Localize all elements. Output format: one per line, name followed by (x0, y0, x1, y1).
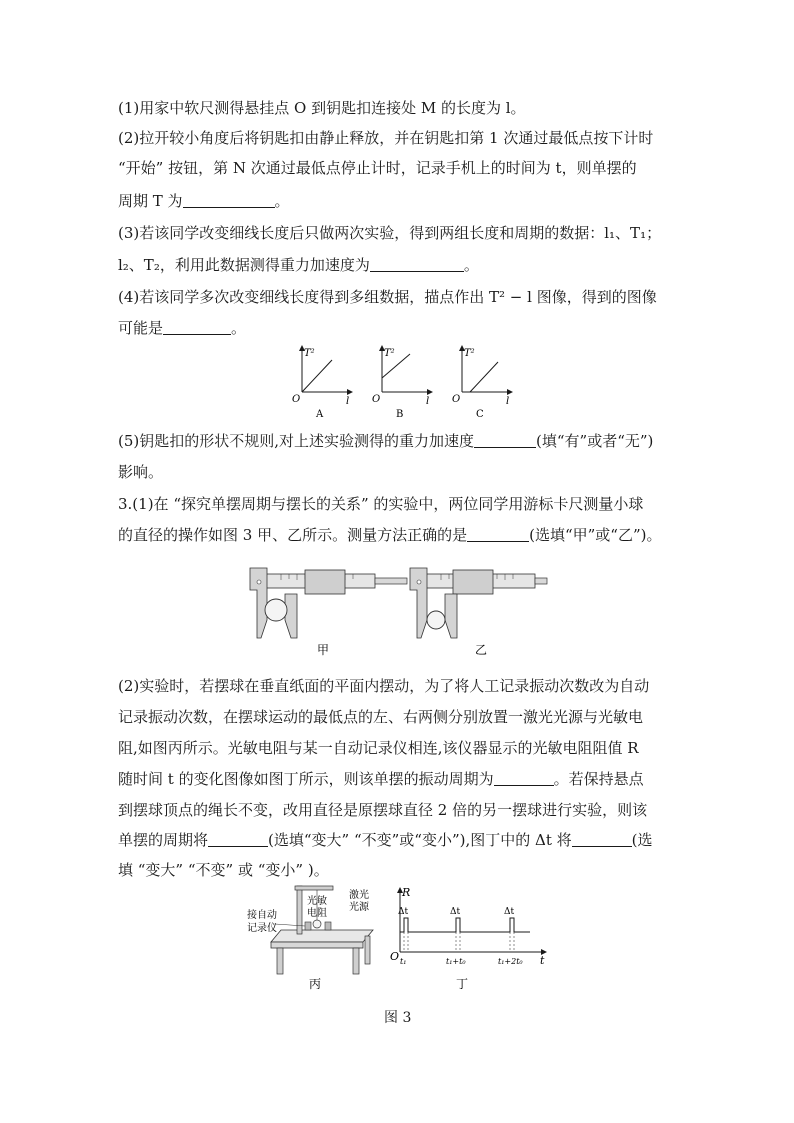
delta-t-label-2: Δt (450, 907, 461, 917)
q3-part1-line2: 的直径的操作如图 3 甲、乙所示。测量方法正确的是 (选填“甲”或“乙”)。 (118, 526, 662, 544)
tick-t1: t₁ (400, 957, 407, 966)
signal-origin: O (390, 950, 400, 963)
label-laser-1: 激光 (349, 890, 369, 901)
graph-c-caption: C (476, 409, 484, 420)
caption-bing: 丙 (309, 977, 322, 991)
graph-c-origin: O (452, 394, 461, 405)
graph-a (292, 348, 350, 420)
label-resistor-2: 电阻 (307, 908, 327, 919)
answer-blank-period-change[interactable] (208, 832, 268, 847)
label-resistor-1: 光敏 (307, 896, 327, 907)
q3-part2-line6: 单摆的周期将 (选填“变大” “不变”或“变小”),图丁中的 Δt 将 (选 (118, 831, 653, 849)
q3-part2-line2: 记录振动次数，在摆球运动的最低点的左、右两侧分别放置一激光光源与光敏电 (118, 708, 644, 726)
q3-part1-line1: 3.(1)在 “探究单摆周期与摆长的关系” 的实验中，两位同学用游标卡尺测量小球 (118, 495, 644, 513)
label-laser-2: 光源 (349, 902, 369, 913)
caliper-yi-vernier (453, 570, 493, 594)
graph-a-xlabel: l (346, 396, 350, 407)
delta-t-label-1: Δt (398, 907, 409, 917)
q2-part3-line1: (3)若该同学改变细线长度后只做两次实验，得到两组长度和周期的数据：l₁、T₁； (118, 224, 662, 242)
q3-part2-line4: 随时间 t 的变化图像如图丁所示，则该单摆的振动周期为 。若保持悬点 (118, 770, 644, 788)
graph-c (452, 348, 510, 420)
q2-part5-line1: (5)钥匙扣的形状不规则,对上述实验测得的重力加速度 (填“有”或者“无”) (118, 432, 654, 450)
laser-source (325, 922, 331, 930)
label-recorder-2: 记录仪 (247, 923, 277, 934)
answer-blank-shape-effect[interactable] (474, 433, 536, 448)
apparatus-figure (245, 884, 385, 994)
q2-part5-line2: 影响。 (118, 463, 164, 481)
q2-part2-line2: “开始” 按钮，第 N 次通过最低点停止计时，记录手机上的时间为 t，则单摆的 (118, 159, 637, 177)
graph-a-ylabel: T² (304, 348, 315, 359)
answer-blank-caliper[interactable] (467, 527, 529, 542)
graph-b-xlabel: l (426, 396, 430, 407)
t2-l-graphs (280, 342, 520, 422)
answer-blank-graph[interactable] (163, 320, 231, 335)
caliper-jia (250, 568, 407, 638)
q3-part2-line7: 填 “变大” “不变” 或 “变小” )。 (118, 861, 329, 879)
tick-t1-plus-t0: t₁+t₀ (446, 957, 466, 966)
q2-part2-text: 周期 T 为 (118, 192, 183, 210)
q3-part2-line1: (2)实验时，若摆球在垂直纸面的平面内摆动，为了将人工记录振动次数改为自动 (118, 677, 650, 695)
q2-part2-line3: 周期 T 为 。 (118, 192, 290, 210)
answer-blank-period[interactable] (183, 193, 275, 208)
graph-a-caption: A (316, 409, 324, 420)
caliper-figures (245, 560, 555, 660)
caliper-jia-vernier (305, 570, 345, 594)
pendulum-ball (313, 920, 321, 928)
photoresistor (305, 922, 311, 930)
graph-b-ylabel: T² (384, 348, 395, 359)
signal-ylabel: R (402, 886, 411, 899)
caption-ding: 丁 (456, 977, 469, 991)
q2-part4-line1: (4)若该同学多次改变细线长度得到多组数据，描点作出 T² − l 图像，得到的图像 (118, 288, 657, 306)
caliper-jia-ball (265, 599, 287, 621)
q3-part2-line5: 到摆球顶点的绳长不变，改用直径是原摆球直径 2 倍的另一摆球进行实验，则该 (118, 801, 648, 819)
graph-b (372, 348, 430, 420)
figure-caption: 图 3 (384, 1010, 412, 1026)
delta-t-label-3: Δt (504, 907, 515, 917)
label-recorder-1: 接自动 (247, 910, 277, 921)
signal-figure (390, 884, 550, 994)
answer-blank-delta-change[interactable] (572, 832, 632, 847)
graph-c-line (470, 362, 498, 392)
graph-b-origin: O (372, 394, 381, 405)
graph-a-line (302, 360, 332, 392)
tick-t1-plus-2t0: t₁+2t₀ (498, 957, 523, 966)
q2-part4-line2: 可能是 。 (118, 319, 247, 337)
q3-part2-line3: 阻,如图丙所示。光敏电阻与某一自动记录仪相连,该仪器显示的光敏电阻阻值 R (118, 739, 639, 757)
graph-a-origin: O (292, 394, 301, 405)
graph-c-xlabel: l (506, 396, 510, 407)
graph-b-caption: B (396, 409, 404, 420)
q2-part2-line1: (2)拉开较小角度后将钥匙扣由静止释放，并在钥匙扣第 1 次通过最低点按下计时 (118, 129, 654, 147)
caliper-caption-jia: 甲 (317, 643, 330, 657)
signal-xlabel: t (540, 954, 545, 967)
caliper-yi (410, 568, 547, 638)
caliper-caption-yi: 乙 (475, 643, 488, 657)
stand-pole (297, 886, 302, 934)
answer-blank-oscillation-period[interactable] (494, 771, 554, 786)
q2-part3-line2: l₂、T₂，利用此数据测得重力加速度为 。 (118, 256, 479, 274)
table-top (271, 930, 373, 942)
answer-blank-gravity[interactable] (370, 257, 464, 272)
q2-part1: (1)用家中软尺测得悬挂点 O 到钥匙扣连接处 M 的长度为 l。 (118, 99, 526, 117)
graph-c-ylabel: T² (464, 348, 475, 359)
resistance-waveform (400, 918, 530, 932)
caliper-yi-ball (427, 611, 445, 629)
